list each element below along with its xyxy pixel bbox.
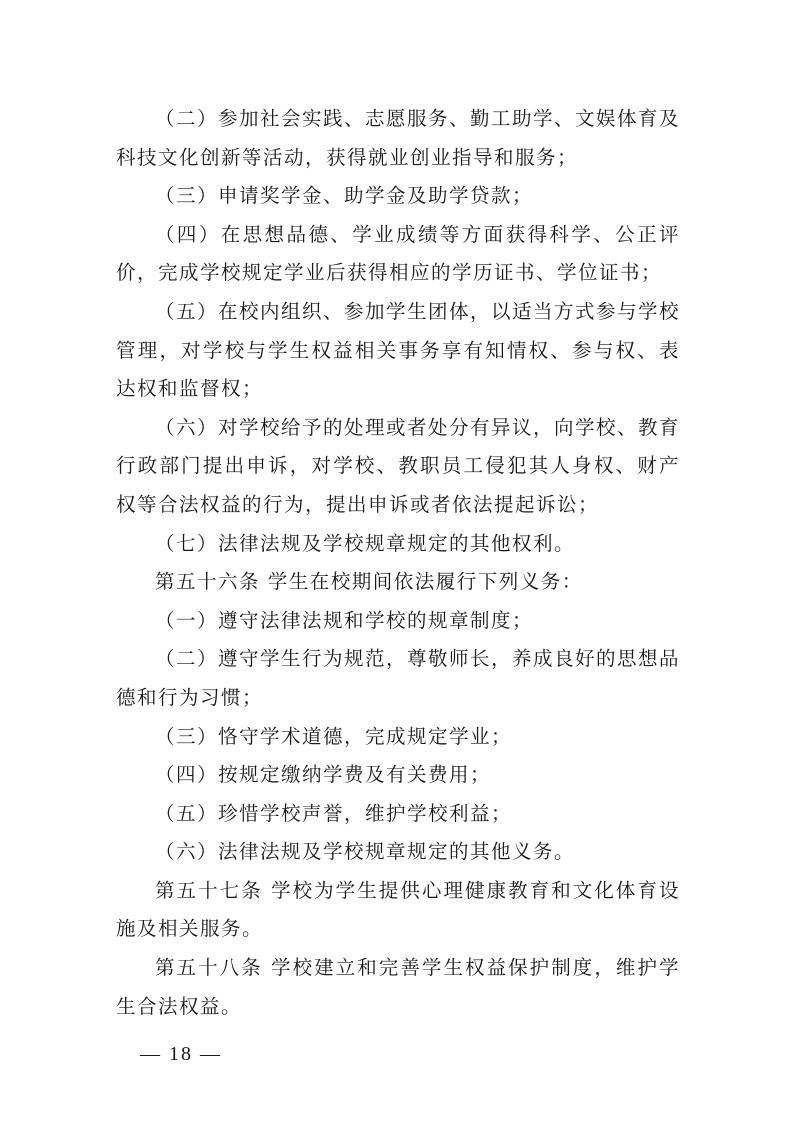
paragraph-rights-4: （四）在思想品德、学业成绩等方面获得科学、公正评价，完成学校规定学业后获得相应的学历证书、学位证书；: [116, 222, 680, 285]
paragraph-duties-6: （六）法律法规及学校规章规定的其他义务。: [155, 840, 576, 864]
article-58: 第五十八条 学校建立和完善学生权益保护制度，维护学生合法权益。: [116, 956, 680, 1018]
paragraph-duties-1: （一）遵守法律法规和学校的规章制度；: [155, 608, 534, 632]
page-number: — 18 —: [140, 1043, 222, 1065]
paragraph-duties-4: （四）按规定缴纳学费及有关费用；: [155, 763, 492, 787]
paragraph-duties-3: （三）恪守学术道德，完成规定学业；: [155, 724, 513, 748]
article-56-heading: 第五十六条 学生在校期间依法履行下列义务：: [155, 570, 583, 594]
paragraph-duties-5: （五）珍惜学校声誉，维护学校利益；: [155, 801, 513, 825]
paragraph-duties-2: （二）遵守学生行为规范，尊敬师长，养成良好的思想品德和行为习惯；: [116, 647, 681, 709]
paragraph-rights-7: （七）法律法规及学校规章规定的其他权利。: [155, 531, 576, 555]
article-57: 第五十七条 学校为学生提供心理健康教育和文化体育设施及相关服务。: [116, 878, 680, 941]
paragraph-rights-2: （二）参加社会实践、志愿服务、勤工助学、文娱体育及科技文化创新等活动，获得就业创业指导和服务；: [116, 107, 681, 169]
paragraph-rights-3: （三）申请奖学金、助学金及助学贷款；: [155, 184, 534, 208]
paragraph-rights-5: （五）在校内组织、参加学生团体，以适当方式参与学校管理，对学校与学生权益相关事务享有知情权、参与权、表达权和监督权；: [116, 299, 681, 401]
paragraph-rights-6: （六）对学校给予的处理或者处分有异议，向学校、教育行政部门提出申诉，对学校、教职员工侵犯其人身权、财产权等合法权益的行为，提出申诉或者依法提起诉讼；: [116, 415, 681, 516]
document-body: [116, 100, 680, 1026]
